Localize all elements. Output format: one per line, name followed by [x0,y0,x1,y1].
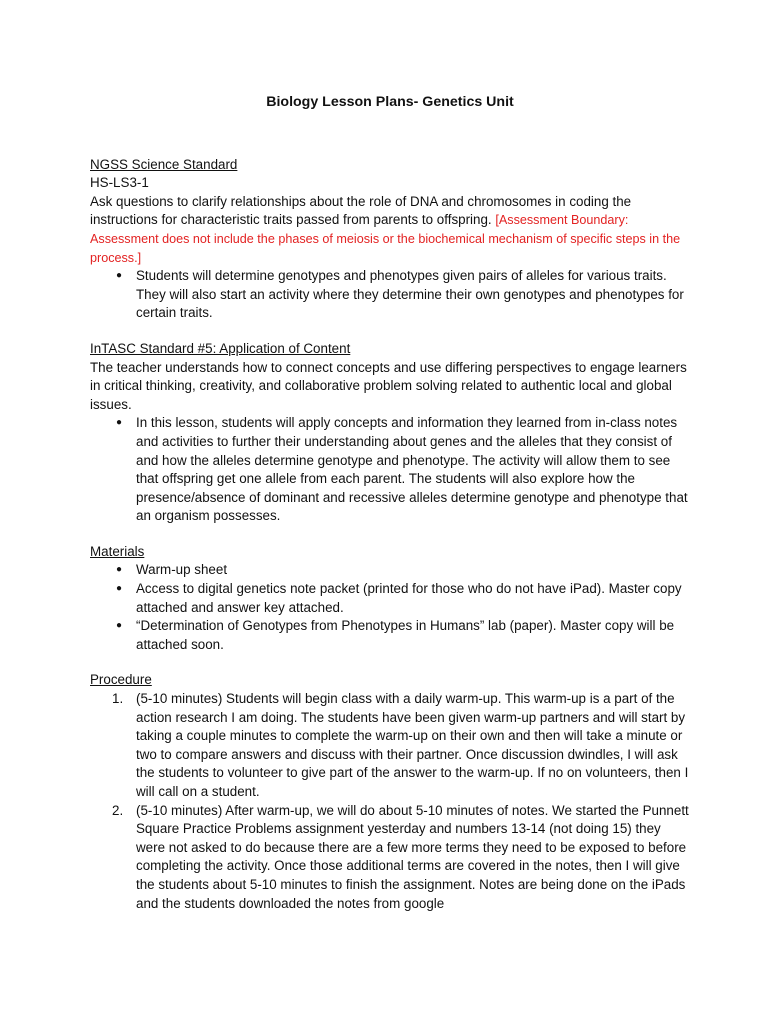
document-body [90,93,690,930]
bullet-icon: ● [116,620,123,632]
procedure-section [90,671,690,913]
materials-bullet-list [90,561,690,654]
bullet-icon: ● [116,417,123,429]
ngss-statement: Ask questions to clarify relationships about the role of DNA and chromosomes in coding the instructions for characteristic traits passed from parents to offspring. [90,193,632,228]
intasc-bullet-list [90,414,690,526]
intasc-heading: InTASC Standard #5: Application of Content [90,340,351,356]
ngss-code: HS-LS3-1 [90,175,149,191]
procedure-step-list [90,690,690,913]
bullet-icon: ● [116,564,123,576]
step-number: 2. [112,802,124,818]
list-item-text: Students will determine genotypes and phenotypes given pairs of alleles for various traits. They will also start an activity where they determine their own genotypes and phenotypes for certain traits. [136,268,684,321]
ngss-bullet-list [90,267,690,323]
procedure-step [90,690,690,802]
step-text: (5-10 minutes) After warm-up, we will do about 5-10 minutes of notes. We started the Punnett Square Practice Problems assignment yesterday and numbers 13-14 (not doing 15) they were not asked to do because there are a few more terms they need to be exposed to before completing the activity. Once those additional terms are covered in the notes, then I will give the students about 5-10 minutes to finish the assignment. Notes are being done on the iPads and the students downloaded the notes from google [136,802,689,911]
list-item [90,561,690,580]
list-item [90,267,690,323]
document-title: Biology Lesson Plans- Genetics Unit [266,94,514,110]
bullet-icon: ● [116,270,123,282]
bullet-icon: ● [116,583,123,595]
ngss-text [90,193,690,267]
list-item [90,580,690,617]
procedure-step [90,802,690,914]
materials-section [90,543,690,655]
list-item [90,414,690,526]
ngss-assessment-boundary: [Assessment Boundary: Assessment does not include the phases of meiosis or the biochemical mechanism of specific steps in the process.] [90,213,681,265]
intasc-section [90,340,690,526]
intasc-text: The teacher understands how to connect concepts and use differing perspectives to engage learners in critical thinking, creativity, and collaborative problem solving related to authentic local and global issues. [90,359,687,412]
step-number: 1. [112,691,124,707]
list-item [90,617,690,654]
ngss-section [90,156,690,323]
list-item-text: In this lesson, students will apply concepts and information they learned from in-class notes and activities to further their understanding about genes and the alleles that they consist of and how the alleles determine genotype and phenotype. The activity will allow them to see that offspring get one allele from each parent. The students will also explore how the presence/absence of dominant and recessive alleles determine genotype and phenotype that an organism possesses. [136,415,688,524]
step-text: (5-10 minutes) Students will begin class with a daily warm-up. This warm-up is a part of the action research I am doing. The students have been given warm-up partners and will start by taking a couple minutes to complete the warm-up on their own and then will take a minute or two to compare answers and discuss with their partner. Once discussion dwindles, I will ask the students to volunteer to give part of the answer to the warm-up. If no on volunteers, then I will call on a student. [136,691,689,799]
ngss-heading: NGSS Science Standard [90,156,238,172]
materials-heading: Materials [90,543,145,559]
list-item-text: Warm-up sheet [136,562,228,578]
procedure-heading: Procedure [90,672,152,688]
list-item-text: “Determination of Genotypes from Phenotypes in Humans” lab (paper). Master copy will be attached soon. [136,618,675,652]
list-item-text: Access to digital genetics note packet (printed for those who do not have iPad). Master copy attached and answer key attached. [136,581,682,615]
